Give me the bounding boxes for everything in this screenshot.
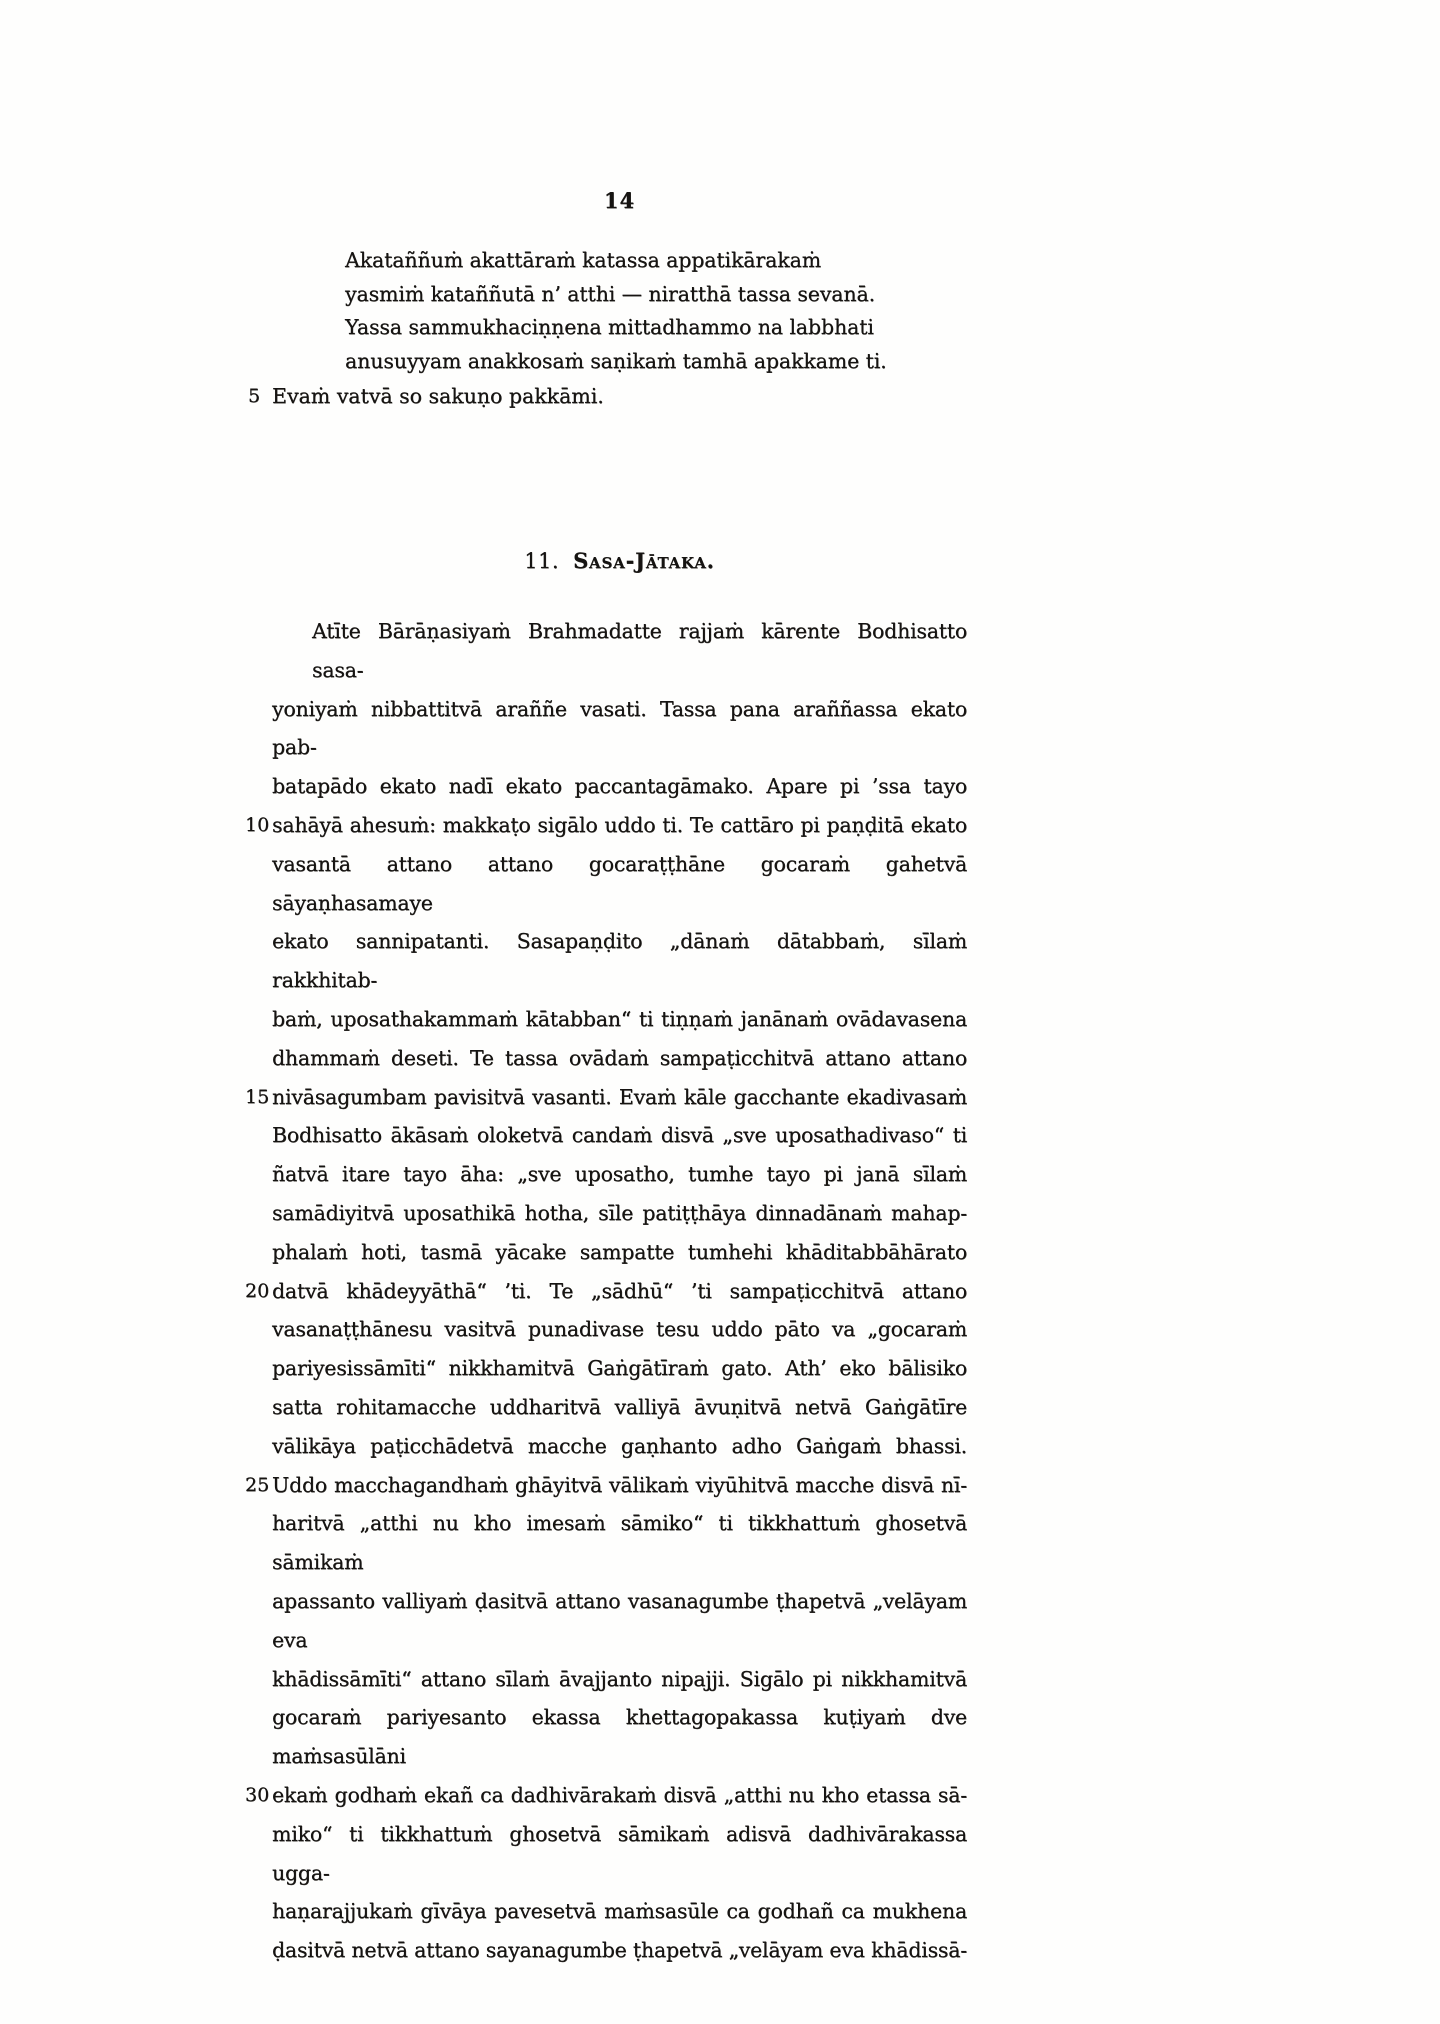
body-line (272, 1582, 967, 1660)
body-line-text: vasanaṭṭhānesu vasitvā punadivase tesu uddo pāto va „gocaraṁ (272, 1317, 967, 1342)
heading-title: Sasa-Jātaka. (573, 548, 715, 573)
body-line-text: ḍasitvā netvā attano sayanagumbe ṭhapetvā „velāyam eva khādissā- (272, 1938, 967, 1963)
body-line-text: batapādo ekato nadī ekato paccantagāmako. Apare pi ’ssa tayo (272, 774, 967, 799)
body-line-text: samādiyitvā uposathikā hotha, sīle patiṭṭhāya dinnadānaṁ mahap- (272, 1200, 967, 1225)
body-line-text: nivāsagumbam pavisitvā vasanti. Evaṁ kāle gacchante ekadivasaṁ (272, 1084, 967, 1109)
verse-line: yasmiṁ kataññutā n’ atthi — niratthā tassa sevanā. (345, 281, 876, 306)
verse-line: Akataññuṁ akattāraṁ katassa appatikārakaṁ (345, 248, 822, 272)
body-line (272, 1349, 967, 1388)
body-line (272, 1427, 967, 1466)
body-line-text: datvā khādeyyāthā“ ’ti. Te „sādhū“ ’ti sampaṭicchitvā attano (272, 1278, 967, 1303)
body-line (272, 1504, 967, 1582)
body-line-text: khādissāmīti“ attano sīlaṁ āvajjanto nipajji. Sigālo pi nikkhamitvā (272, 1666, 967, 1691)
verse-line: Yassa sammukhaciṇṇena mittadhammo na labbhati (345, 315, 874, 339)
body-line (272, 690, 967, 768)
body-line-text: phalaṁ hoti, tasmā yācake sampatte tumhehi khāditabbāhārato (272, 1239, 967, 1264)
margin-line-number: 5 (248, 385, 261, 407)
margin-line-number: 20 (245, 1279, 270, 1302)
verse-line: anusuyyam anakkosaṁ saṇikaṁ tamhā apakkame ti. (345, 348, 887, 373)
margin-line-number: 25 (245, 1473, 270, 1496)
verse-closing-text: Evaṁ vatvā so sakuṇo pakkāmi. (272, 384, 604, 408)
section-heading (272, 548, 967, 574)
body-line (272, 1155, 967, 1194)
body-line (245, 1466, 967, 1505)
body-line (245, 1776, 967, 1815)
body-line-text: baṁ, uposathakammaṁ kātabban“ ti tiṇṇaṁ janānaṁ ovādavasena (272, 1006, 967, 1031)
body-line (272, 922, 967, 1000)
body-line (272, 1000, 967, 1039)
body-line-text: dhammaṁ deseti. Te tassa ovādaṁ sampaṭicchitvā attano attano (272, 1045, 967, 1070)
body-line-text: ñatvā itare tayo āha: „sve uposatho, tumhe tayo pi janā sīlaṁ (272, 1162, 967, 1187)
body-line-text: satta rohitamacche uddharitvā valliyā āvuṇitvā netvā Gaṅgātīre (272, 1394, 967, 1419)
body-line (272, 1892, 967, 1931)
body-line (272, 1931, 967, 1970)
body-paragraph (245, 612, 967, 1970)
body-line-text: Bodhisatto ākāsaṁ oloketvā candaṁ disvā „sve uposathadivaso“ ti (272, 1123, 967, 1148)
body-line-text: miko“ ti tikkhattuṁ ghosetvā sāmikaṁ adisvā dadhivārakassa ugga- (272, 1821, 967, 1885)
body-line-text: haritvā „atthi nu kho imesaṁ sāmiko“ ti tikkhattuṁ ghosetvā sāmikaṁ (272, 1511, 967, 1575)
body-line (272, 1815, 967, 1893)
body-line-text: vālikāya paṭicchādetvā macche gaṇhanto adho Gaṅgaṁ bhassi. (272, 1433, 967, 1458)
body-line (272, 1116, 967, 1155)
page-number: 14 (603, 188, 636, 213)
body-line-text: Atīte Bārāṇasiyaṁ Brahmadatte rajjaṁ kārente Bodhisatto sasa- (312, 619, 967, 682)
body-line (272, 767, 967, 806)
body-line-text: gocaraṁ pariyesanto ekassa khettagopakassa kuṭiyaṁ dve maṁsasūlāni (272, 1705, 967, 1769)
body-line-text: sahāyā ahesuṁ: makkaṭo sigālo uddo ti. Te cattāro pi paṇḍitā ekato (272, 812, 967, 837)
heading-number: 11. (524, 549, 560, 573)
body-line (245, 1272, 967, 1311)
body-line (272, 845, 967, 923)
body-line (272, 1388, 967, 1427)
body-line-text: haṇarajjukaṁ gīvāya pavesetvā maṁsasūle ca godhañ ca mukhena (272, 1899, 967, 1924)
margin-line-number: 30 (245, 1783, 270, 1806)
body-line (245, 806, 967, 845)
body-line (272, 1233, 967, 1272)
body-line-text: pariyesissāmīti“ nikkhamitvā Gaṅgātīraṁ gato. Ath’ eko bālisiko (272, 1356, 967, 1381)
body-line-text: apassanto valliyaṁ ḍasitvā attano vasanagumbe ṭhapetvā „velāyam eva (272, 1588, 967, 1652)
margin-line-number: 15 (245, 1085, 270, 1108)
verse-closing-line (248, 381, 604, 411)
body-line (272, 1310, 967, 1349)
body-line-text: yoniyaṁ nibbattitvā araññe vasati. Tassa pana araññassa ekato pab- (272, 696, 967, 760)
body-line (272, 1194, 967, 1233)
body-line (272, 612, 967, 690)
body-line (245, 1078, 967, 1117)
verse-block (345, 244, 887, 378)
body-line (272, 1698, 967, 1776)
body-line-text: Uddo macchagandhaṁ ghāyitvā vālikaṁ viyūhitvā macche disvā nī- (272, 1472, 967, 1497)
body-line (272, 1660, 967, 1699)
margin-line-number: 10 (245, 813, 270, 836)
body-line-text: ekato sannipatanti. Sasapaṇḍito „dānaṁ dātabbaṁ, sīlaṁ rakkhitab- (272, 929, 967, 993)
body-line-text: ekaṁ godhaṁ ekañ ca dadhivārakaṁ disvā „atthi nu kho etassa sā- (272, 1782, 967, 1807)
body-line-text: vasantā attano attano gocaraṭṭhāne gocaraṁ gahetvā sāyaṇhasamaye (272, 851, 967, 915)
body-line (272, 1039, 967, 1078)
